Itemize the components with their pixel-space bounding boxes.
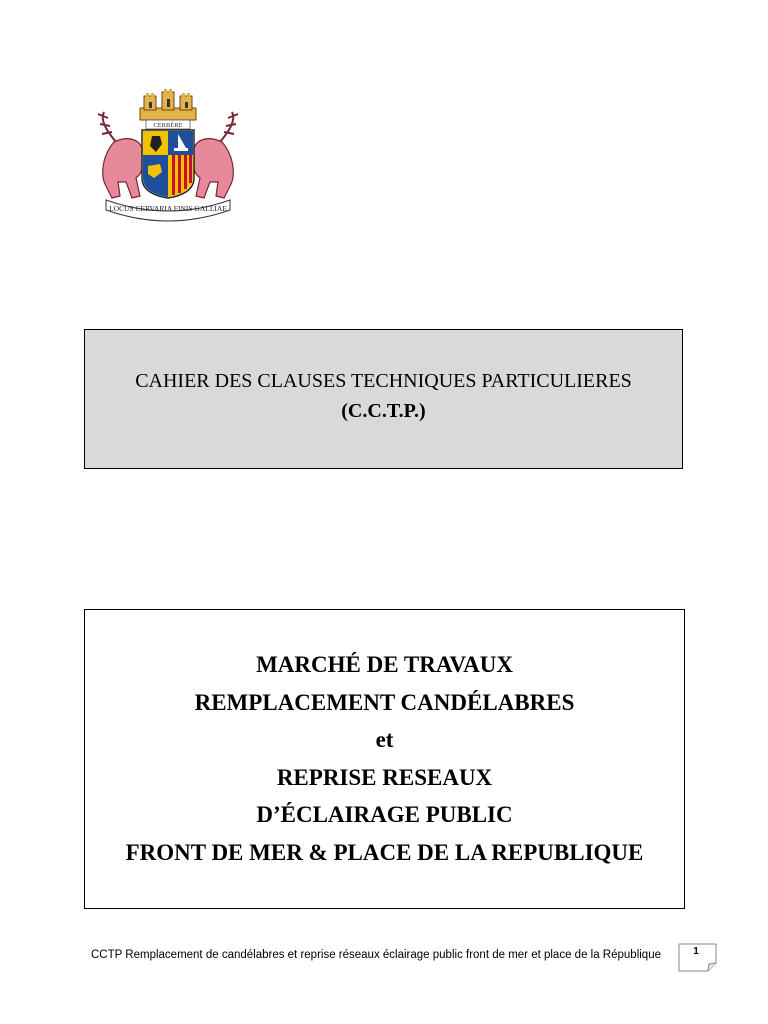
title-line: D’ÉCLAIRAGE PUBLIC — [256, 802, 513, 827]
left-deer-icon — [98, 112, 144, 198]
document-type-title: CAHIER DES CLAUSES TECHNIQUES PARTICULIERES — [135, 370, 632, 392]
document-type-abbrev: (C.C.T.P.) — [341, 400, 426, 422]
title-line: et — [375, 727, 394, 752]
crown-icon — [140, 89, 196, 120]
page-footer: CCTP Remplacement de candélabres et reprise réseaux éclairage public front de mer et place de la République — [91, 949, 661, 961]
crest-motto-text: LOCUS CERVARIA FINIS GALLIAE — [109, 204, 227, 213]
title-line: MARCHÉ DE TRAVAUX — [256, 652, 513, 677]
page-number: 1 — [693, 946, 699, 957]
project-title-box — [84, 609, 685, 909]
title-line: FRONT DE MER & PLACE DE LA REPUBLIQUE — [125, 839, 644, 865]
right-deer-icon — [192, 112, 238, 198]
title-line: REPRISE RESEAUX — [276, 764, 493, 790]
crest-banner-text: CERBÈRE — [153, 122, 183, 129]
coat-of-arms-logo — [92, 86, 244, 222]
shield-icon — [142, 130, 194, 198]
document-type-box — [84, 329, 683, 469]
title-line: REMPLACEMENT CANDÉLABRES — [194, 689, 575, 715]
